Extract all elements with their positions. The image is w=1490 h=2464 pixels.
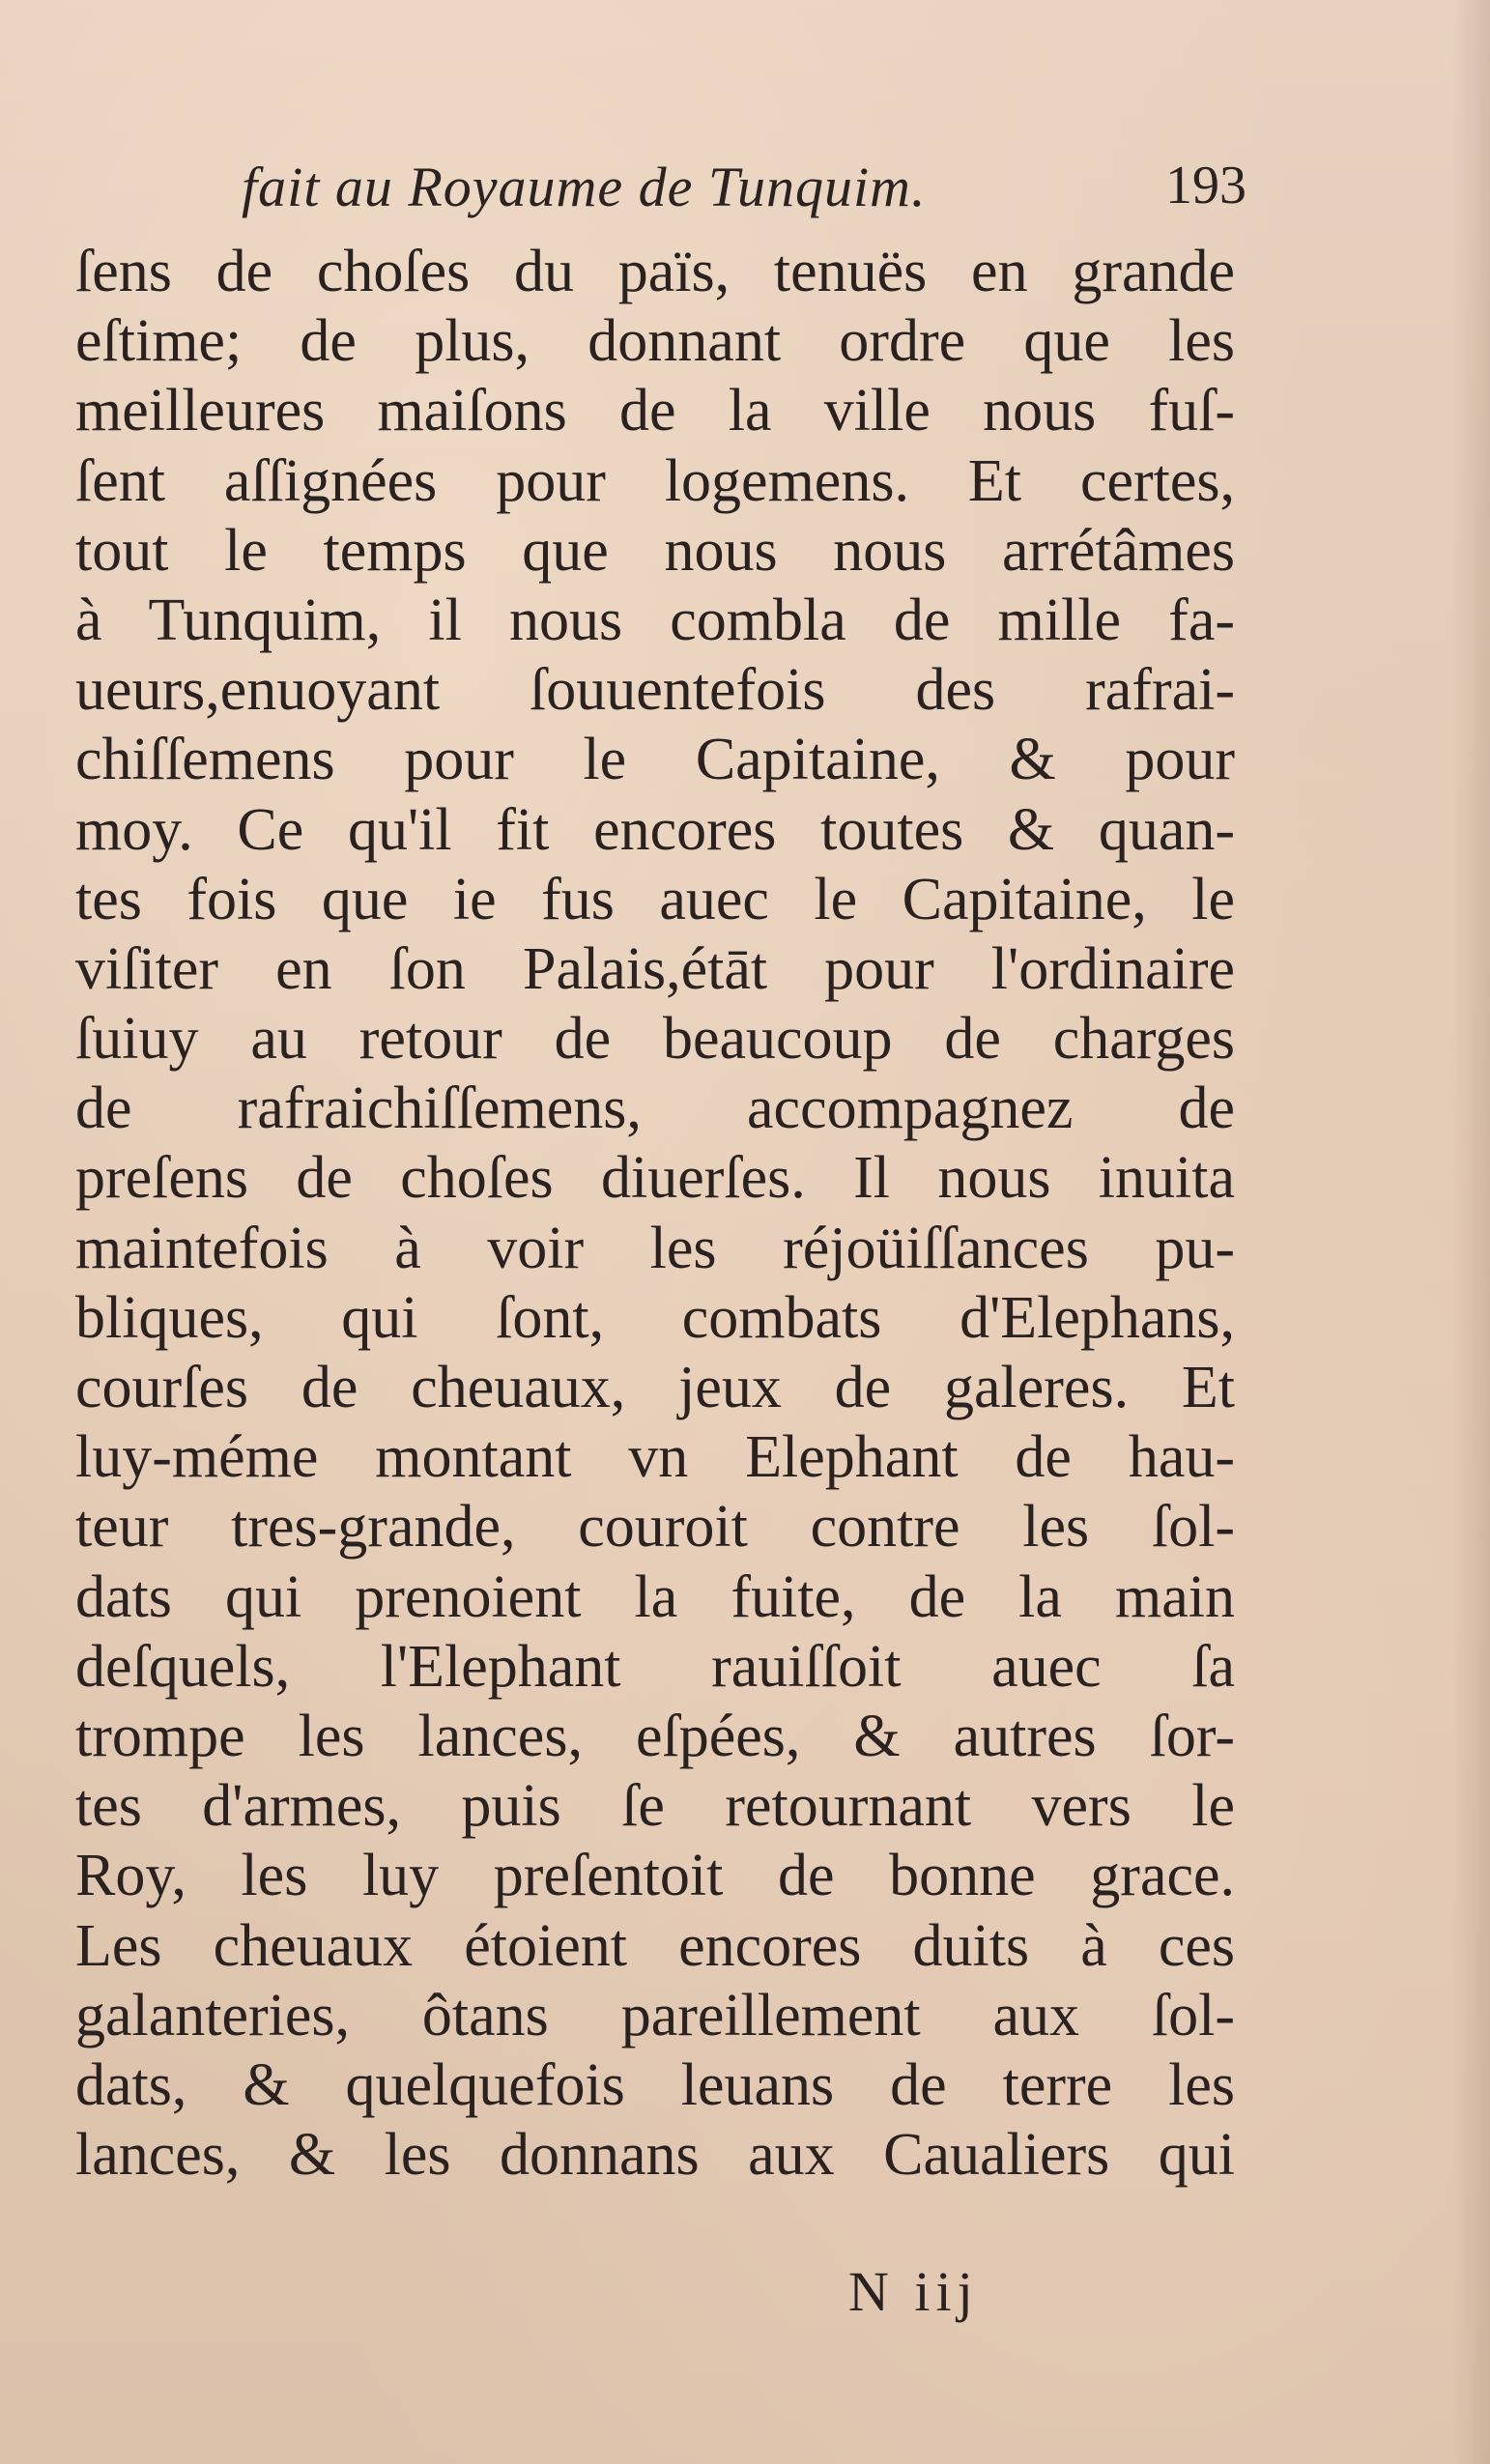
text-line: dats qui prenoient la fuite, de la main bbox=[75, 1563, 1235, 1630]
body-text bbox=[75, 237, 1235, 2190]
text-line: à Tunquim, il nous combla de mille fa- bbox=[75, 587, 1235, 653]
page-header bbox=[242, 155, 1246, 232]
text-line: trompe les lances, eſpées, & autres ſor- bbox=[75, 1703, 1235, 1769]
page-edge-shadow bbox=[1451, 0, 1490, 2464]
text-line: tes d'armes, puis ſe retournant vers le bbox=[75, 1773, 1235, 1840]
text-line: ſuiuy au retour de beaucoup de charges bbox=[75, 1006, 1235, 1073]
text-line: moy. Ce qu'il fit encores toutes & quan- bbox=[75, 796, 1235, 863]
text-line: Les cheuaux étoient encores duits à ces bbox=[75, 1912, 1235, 1979]
text-line: meilleures maiſons de la ville nous fuſ- bbox=[75, 378, 1235, 444]
text-line: luy-méme montant vn Elephant de hau- bbox=[75, 1424, 1235, 1491]
text-line: teur tres-grande, couroit contre les ſol- bbox=[75, 1494, 1235, 1561]
text-line: deſquels, l'Elephant rauiſſoit auec ſa bbox=[75, 1633, 1235, 1700]
text-line: maintefois à voir les réjoüiſſances pu- bbox=[75, 1215, 1235, 1281]
text-line: tout le temps que nous nous arrétâmes bbox=[75, 517, 1235, 584]
text-line: galanteries, ôtans pareillement aux ſol- bbox=[75, 1982, 1235, 2049]
running-title: fait au Royaume de Tunquim. bbox=[242, 156, 927, 218]
text-line: preſens de choſes diuerſes. Il nous inuita bbox=[75, 1145, 1235, 1212]
text-line: ſent aſſignées pour logemens. Et certes, bbox=[75, 447, 1235, 514]
text-line: tes fois que ie fus auec le Capitaine, le bbox=[75, 866, 1235, 932]
text-line: courſes de cheuaux, jeux de galeres. Et bbox=[75, 1355, 1235, 1420]
text-line: bliques, qui ſont, combats d'Elephans, bbox=[75, 1284, 1235, 1351]
text-line: lances, & les donnans aux Caualiers qui bbox=[75, 2122, 1235, 2189]
text-line: eſtime; de plus, donnant ordre que les bbox=[75, 308, 1235, 375]
signature-mark: N iij bbox=[848, 2260, 979, 2323]
text-line: de rafraichiſſemens, accompagnez de bbox=[75, 1075, 1235, 1142]
text-line: chiſſemens pour le Capitaine, & pour bbox=[75, 727, 1235, 793]
page-number: 193 bbox=[1165, 156, 1246, 215]
text-line: dats, & quelquefois leuans de terre les bbox=[75, 2051, 1235, 2118]
text-line: viſiter en ſon Palais,étāt pour l'ordinaire bbox=[75, 935, 1235, 1002]
text-line: Roy, les luy preſentoit de bonne grace. bbox=[75, 1843, 1235, 1909]
text-line: ueurs,enuoyant ſouuentefois des rafrai- bbox=[75, 657, 1235, 724]
text-line: ſens de choſes du païs, tenuës en grande bbox=[75, 239, 1235, 304]
